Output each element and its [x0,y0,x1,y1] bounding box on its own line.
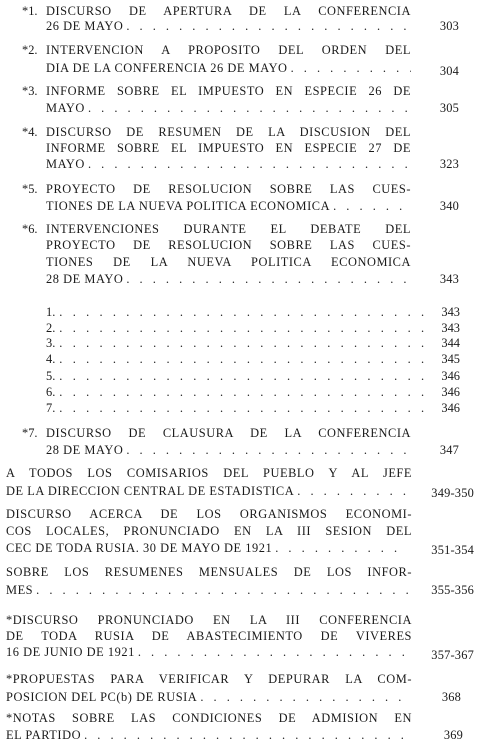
entry-title-line: DIA DE LA CONFERENCIA 26 DE MAYO . . . [46,61,411,75]
toc-entry-resumenes [0,565,479,595]
page-number: 368 [441,690,461,704]
subitem-row [46,352,460,366]
toc-entry-3 [0,84,479,114]
entry-marker: *4. [22,125,38,139]
leader-dots [333,199,411,213]
leader-dots [126,19,411,33]
leader-dots [126,443,411,457]
entry-title-line: DISCURSO DE APERTURA DE LA CONFERENCIA [46,4,411,18]
toc-entry-notas [0,711,479,745]
entry-title-line: MAYO . . . [46,101,411,115]
entry-title-line: EL PARTIDO . . . [6,728,410,742]
page-number: 355-356 [431,583,474,597]
page-number: 344 [441,336,460,350]
toc-entry-organismos [0,507,479,557]
entry-title-line: TIONES DE LA NUEVA POLITICA ECONOMICA [46,255,411,269]
page-number: 369 [443,728,463,742]
page-number: 346 [441,369,460,383]
page-number: 303 [439,19,459,33]
toc-entry-abastecimiento [0,613,479,661]
subitem-row [46,336,460,350]
entry-title-line: DISCURSO ACERCA DE LOS ORGANISMOS ECONOMI- [6,507,412,521]
page-number: 357-367 [431,648,474,662]
leader-dots [36,583,410,597]
page-number: 343 [441,321,460,335]
subitem-row [46,385,460,399]
entry-marker: *5. [22,182,38,196]
leader-dots [84,728,410,742]
entry-title-line: INFORME SOBRE EL IMPUESTO EN ESPECIE 27 DE [46,141,411,155]
entry-title-line: DISCURSO DE RESUMEN DE LA DISCUSION DEL [46,125,411,139]
toc-entry-7 [0,426,479,456]
subitem-number: 4. [46,352,56,366]
page-number: 346 [441,401,460,415]
toc-entry-6 [0,222,479,292]
entry-title-line: MES . . . [6,583,410,597]
subitem-number: 3. [46,336,56,350]
entry-title-line: 16 DE JUNIO DE 1921 . . . [6,645,408,659]
entry-title-line: PROYECTO DE RESOLUCION SOBRE LAS CUES- [46,238,411,252]
page-number: 343 [439,272,459,286]
page-number: 305 [439,101,459,115]
entry-title-line: INTERVENCIONES DURANTE EL DEBATE DEL [46,222,411,236]
entry-title-line: INFORME SOBRE EL IMPUESTO EN ESPECIE 26 DE [46,84,411,98]
subitem-number: 6. [46,385,56,399]
subitem-row [46,369,460,383]
toc-entry-2 [0,43,479,78]
leader-dots [59,352,435,366]
entry-title-line: INTERVENCION A PROPOSITO DEL ORDEN DEL [46,43,411,57]
subitem-number: 5. [46,369,56,383]
page-number: 343 [441,305,460,319]
leader-dots [59,336,435,350]
entry-title-line: TIONES DE LA NUEVA POLITICA ECONOMICA . . . [46,199,411,213]
entry-title-line: DE LA DIRECCION CENTRAL DE ESTADISTICA . . . [6,484,410,498]
leader-dots [59,369,435,383]
toc-entry-comisarios [0,466,479,500]
entry-title-line: *PROPUESTAS PARA VERIFICAR Y DEPURAR LA COM- [6,672,412,686]
entry-marker: *1. [22,4,38,18]
entry-marker: *2. [22,43,38,57]
page-number: 346 [441,385,460,399]
entry-title-line: COS LOCALES, PRONUNCIADO EN LA III SESION DEL [6,524,412,538]
page-number: 349-350 [431,486,474,500]
entry-marker: *3. [22,84,38,98]
subitem-number: 7. [46,401,56,415]
entry-title-line: *DISCURSO PRONUNCIADO EN LA III CONFERENCIA [6,613,412,627]
page-number: 304 [439,64,459,78]
entry-marker: *7. [22,426,38,440]
subitem-row [46,321,460,335]
leader-dots [138,645,408,659]
page-number: 323 [439,157,459,171]
toc-entry-1 [0,4,479,34]
entry-title-line: CEC DE TODA RUSIA. 30 DE MAYO DE 1921 . . . [6,541,406,555]
entry-title-line: POSICION DEL PC(b) DE RUSIA . . . [6,690,410,704]
leader-dots [297,484,410,498]
subitem-number: 2. [46,321,56,335]
entry-marker: *6. [22,222,38,236]
entry-title-line: DISCURSO DE CLAUSURA DE LA CONFERENCIA [46,426,411,440]
leader-dots [59,385,435,399]
entry-title-line: PROYECTO DE RESOLUCION SOBRE LAS CUES- [46,182,411,196]
page-number: 351-354 [431,543,474,557]
subitem-number: 1. [46,305,56,319]
entry-title-line: MAYO . . . [46,157,411,171]
entry-title-line: SOBRE LOS RESUMENES MENSUALES DE LOS INFOR- [6,565,412,579]
toc-entry-4 [0,125,479,171]
toc-entry-propuestas [0,672,479,702]
leader-dots [59,321,435,335]
entry-title-line: 26 DE MAYO . . . [46,19,411,33]
leader-dots [59,401,435,415]
page-number: 347 [439,443,459,457]
subitem-row [46,305,460,319]
entry-title-line: DE TODA RUSIA DE ABASTECIMIENTO DE VIVERES [6,629,412,643]
leader-dots [59,305,435,319]
entry-title-line: A TODOS LOS COMISARIOS DEL PUEBLO Y AL JEFE [6,466,412,480]
page-number: 345 [441,352,460,366]
leader-dots [291,61,411,75]
leader-dots [88,101,411,115]
toc-entry-5 [0,182,479,212]
leader-dots [88,157,411,171]
entry-title-line: 28 DE MAYO . . . [46,443,411,457]
leader-dots [200,690,410,704]
leader-dots [126,272,411,286]
subitem-row [46,401,460,415]
page-number: 340 [439,199,459,213]
leader-dots [275,541,406,555]
entry-title-line: 28 DE MAYO . . . [46,272,411,286]
entry-title-line: *NOTAS SOBRE LAS CONDICIONES DE ADMISION EN [6,711,412,725]
